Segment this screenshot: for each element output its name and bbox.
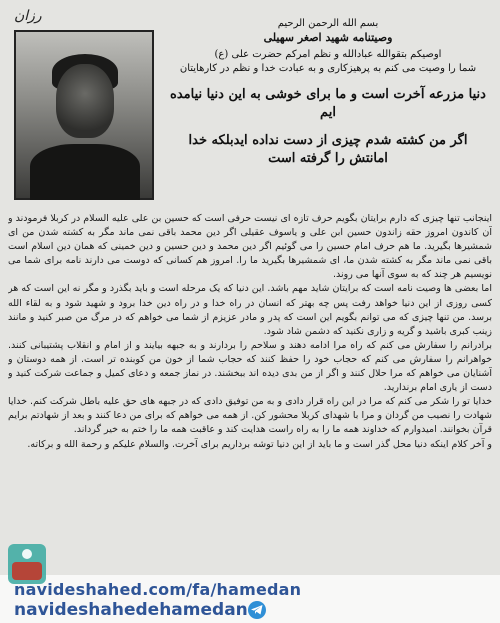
will-title: وصیتنامه شهید اصغر سهیلی [263, 31, 393, 44]
body-paragraph: خدایا تو را شکر می کنم که مرا در این راه قرار دادی و به من توفیق دادی که در جبهه های حق علیه باطل شرکت کنم. خدایا شهادت را نصیب من گردان و مرا با شهدای کربلا محشور کن. از همه می خواهم که برای من دعا کنند و بعد از شهادتم برایم قرآن بخوانند. امیدوارم که خداوند همه ما را به راه راست هدایت کند و عاقبت همه ما را ختم به خیر گرداند. [8, 396, 492, 436]
martyr-portrait-photo [14, 30, 154, 200]
photo-head-shape [56, 64, 114, 138]
website-link[interactable]: navideshahed.com/fa/hamedan [14, 580, 302, 599]
slogan-line-2: اگر من کشته شدم چیزی از دست نداده ایدبلکه خدا امانتش را گرفته است [188, 133, 468, 166]
will-body-text [8, 212, 492, 587]
photo-body-shape [30, 144, 140, 200]
body-paragraph: برادرانم را سفارش می کنم که راه مرا ادامه دهند و سلاحم را بردارند و به جبهه بیایند و از امام و انقلاب پشتیبانی کنند. خواهرانم را سفارش می کنم که حجاب خود را حفظ کنند که حجاب شما از خون من کوبنده تر است. از همه دوستان و آشنایان می خواهم که مرا حلال کنند و اگر از من بدی دیده اند ببخشند. در نماز جمعه و دعای کمیل و جماعت شرکت کنید و دست از یاری امام برندارید. [8, 339, 492, 394]
body-paragraph: اما بعضی ها وصیت نامه است که برایتان شاید مهم باشد. این دنیا که یک مرحله است و باید بگذرد و مگر نه این است که هر کسی روزی از این دنیا خواهد رفت پس چه بهتر که انسان در راه خدا و در راه دین خدا برود و شهید شود و به لقاء الله برسد. من تنها چیزی که می توانم بگویم این است که پدر و مادر عزیزم از شما می خواهم که در مرگ من صبر کنید و مانند زینب کبری باشید و گریه و زاری نکنید که دشمن شاد شود. [8, 283, 492, 337]
telegram-handle-link[interactable]: navideshahedehamedan [14, 600, 248, 620]
corner-handwritten-note: رزان [14, 8, 42, 24]
bismillah-line: بسم الله الرحمن الرحیم [277, 18, 379, 29]
slogan-line-1: دنیا مزرعه آخرت است و ما برای خوشی به این دنیا نیامده ایم [170, 87, 486, 120]
body-paragraph: اینجانب تنها چیزی که دارم برایتان بگویم حرف تازه ای نیست حرفی است که حسین بن علی علیه السلام در کربلا فرمودند و آن کاندون امروز حقه زاندون حسین ابن علی و یاسوف عقیلی اگر دین محمد باقی نمی ماند مگر به کشته شدن من ای شمشیرها بگیرید. ما هم حرف امام حسین را می گوئیم اگر دین محمد و دین حسین و دین خمینی که همان دین اسلام است باقی نمی ماند مگر به کشته شدن ما، ای شمشیرها بگیرید ما را. امروز هم کسانی که دوست می دارند نامه برای شما می نویسیم هر چند که به سوی آنها می روند. [8, 213, 492, 281]
quote-line-1: اوصیکم بتقوالله عبادالله و نظم امرکم حضرت علی (ع) [214, 49, 442, 60]
quote-line-2: شما را وصیت می کنم به پرهیزکاری و به عبادت خدا و نظم در کارهایتان [179, 63, 477, 74]
telegram-icon [248, 601, 266, 619]
document-header [168, 18, 488, 168]
body-paragraph: و آخر کلام اینکه دنیا محل گذر است و ما باید از این دنیا توشه برداریم برای آخرت. والسلام علیکم و رحمة الله و برکاته. [27, 438, 492, 450]
